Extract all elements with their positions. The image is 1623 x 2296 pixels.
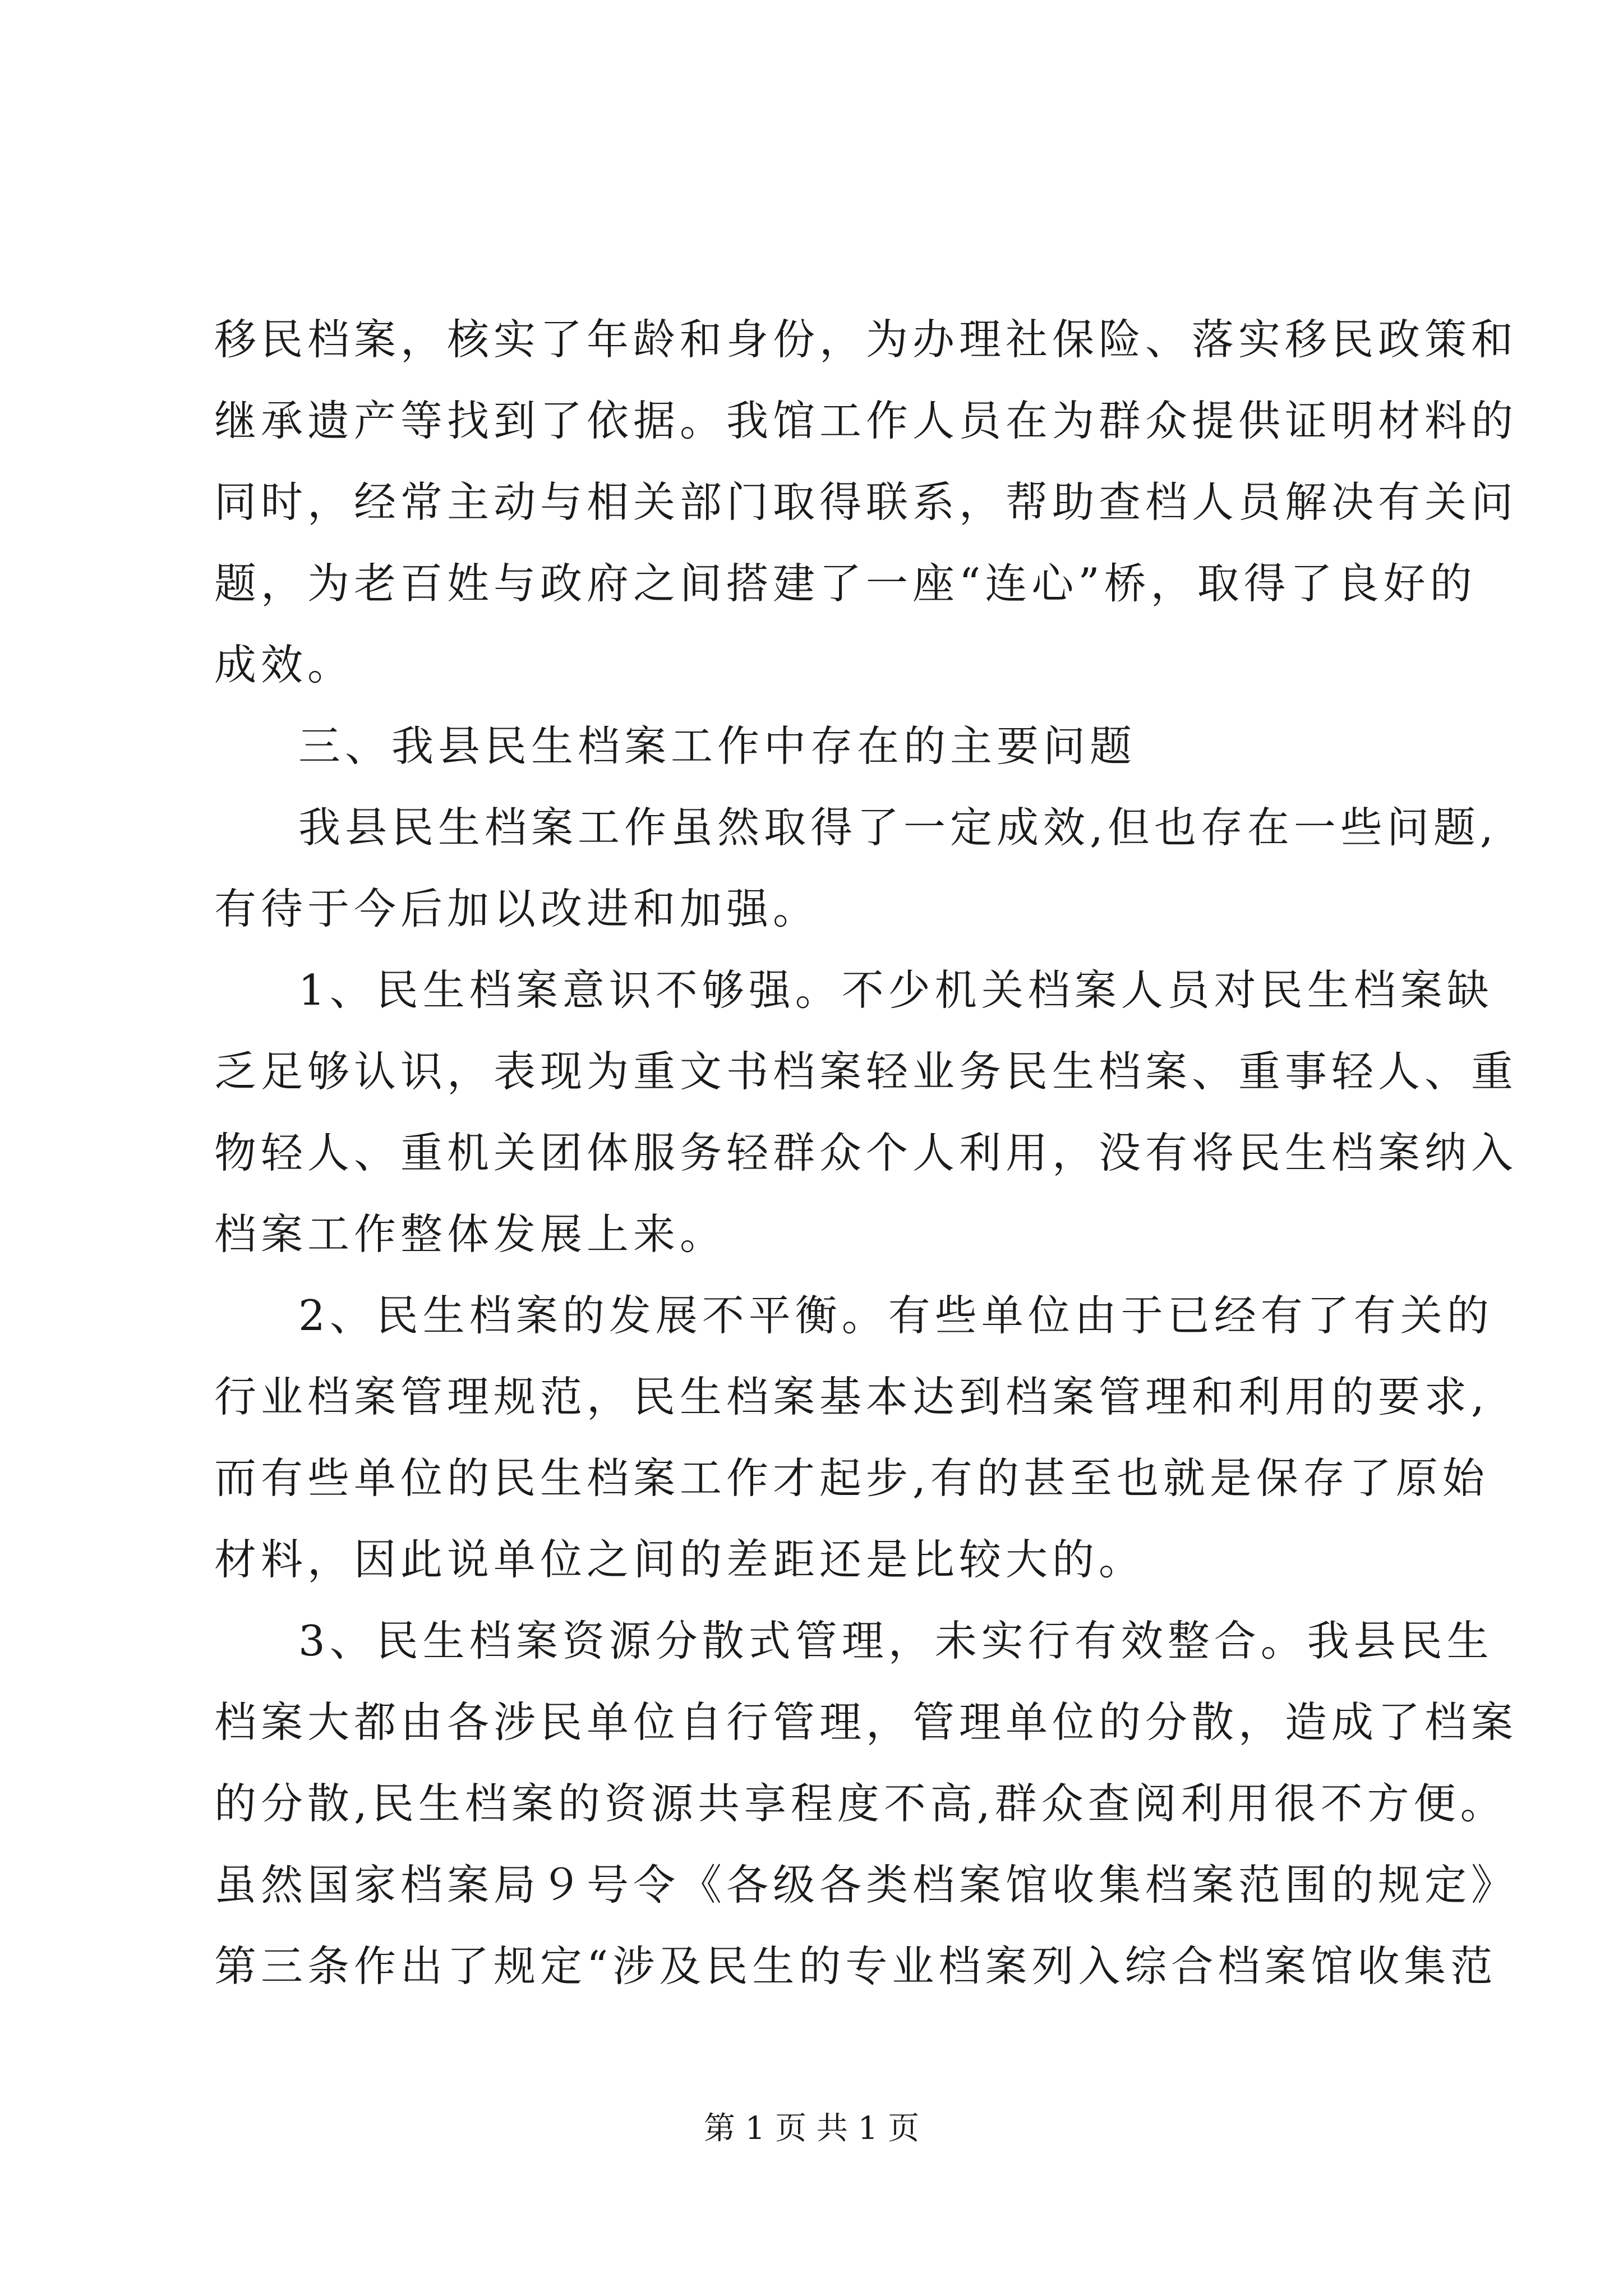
- body-line: 行业档案管理规范，民生档案基本达到档案管理和利用的要求,: [214, 1372, 1489, 1421]
- body-line: 有待于今后加以改进和加强。: [214, 884, 820, 933]
- body-line: 物轻人、重机关团体服务轻群众个人利用，没有将民生档案纳入: [214, 1128, 1518, 1177]
- body-line: 虽然国家档案局９号令《各级各类档案馆收集档案范围的规定》: [214, 1860, 1518, 1910]
- body-line: 题，为老百姓与政府之间搭建了一座“连心”桥，取得了良好的: [214, 559, 1477, 608]
- body-line: 我县民生档案工作虽然取得了一定成效,但也存在一些问题,: [298, 803, 1498, 852]
- body-line: 的分散,民生档案的资源共享程度不高,群众查阅利用很不方便。: [214, 1779, 1507, 1828]
- body-line: 3、民生档案资源分散式管理，未实行有效整合。我县民生: [298, 1616, 1493, 1665]
- body-line: 同时，经常主动与相关部门取得联系，帮助查档人员解决有关问: [214, 477, 1518, 527]
- body-line: 档案大都由各涉民单位自行管理，管理单位的分散，造成了档案: [214, 1697, 1518, 1747]
- body-line: 而有些单位的民生档案工作才起步,有的甚至也就是保存了原始: [214, 1453, 1489, 1503]
- body-line: 1、民生档案意识不够强。不少机关档案人员对民生档案缺: [298, 965, 1493, 1015]
- body-line: 乏足够认识，表现为重文书档案轻业务民生档案、重事轻人、重: [214, 1047, 1518, 1096]
- body-line: 第三条作出了规定“涉及民生的专业档案列入综合档案馆收集范: [214, 1941, 1497, 1991]
- body-line: 材料，因此说单位之间的差距还是比较大的。: [214, 1535, 1146, 1584]
- body-line: 移民档案，核实了年龄和身份，为办理社保险、落实移民政策和: [214, 315, 1518, 364]
- section-heading: 三、我县民生档案工作中存在的主要问题: [298, 721, 1137, 771]
- body-line: 继承遗产等找到了依据。我馆工作人员在为群众提供证明材料的: [214, 396, 1518, 445]
- body-line: 档案工作整体发展上来。: [214, 1209, 727, 1259]
- page-number-footer: 第 1 页 共 1 页: [703, 2110, 920, 2147]
- body-line: 成效。: [214, 640, 354, 689]
- body-line: 2、民生档案的发展不平衡。有些单位由于已经有了有关的: [298, 1291, 1493, 1340]
